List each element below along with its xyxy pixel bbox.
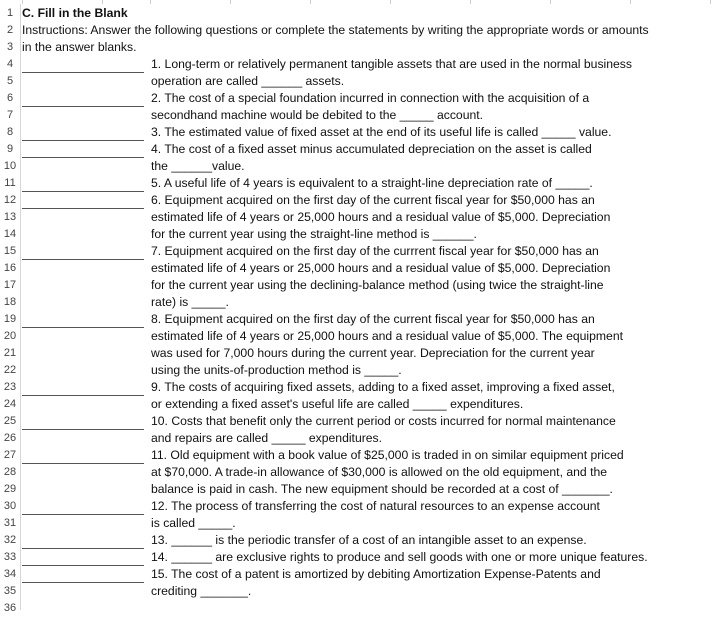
spreadsheet-row [0,345,720,362]
spreadsheet-row [0,107,720,124]
spreadsheet-row [0,277,720,294]
answer-blank-cell[interactable] [22,532,144,549]
spreadsheet-row [0,5,720,22]
cell-text[interactable]: 3. The estimated value of fixed asset at the end of its useful life is called _____ value. [151,125,612,139]
spreadsheet-row [0,226,720,243]
spreadsheet-row [0,243,720,260]
spreadsheet-row [0,56,720,73]
empty-cell[interactable] [22,515,144,532]
column-divider [630,0,631,4]
column-divider [390,0,391,4]
column-divider [230,0,231,4]
spreadsheet-row [0,311,720,328]
cell-text[interactable]: secondhand machine would be debited to the _____ account. [151,108,484,122]
row-number[interactable]: 33 [3,551,17,563]
answer-blank-cell[interactable] [22,311,144,328]
spreadsheet-row [0,379,720,396]
row-number[interactable]: 2 [6,24,14,36]
row-number[interactable]: 14 [3,228,17,240]
row-number[interactable]: 18 [3,296,17,308]
column-divider [550,0,551,4]
cell-text[interactable]: was used for 7,000 hours during the current year. Depreciation for the current year [151,346,595,360]
cell-text[interactable]: 15. The cost of a patent is amortized by debiting Amortization Expense-Patents and [151,567,601,581]
row-number[interactable]: 29 [3,483,17,495]
answer-blank-cell[interactable] [22,90,144,107]
empty-cell[interactable] [22,209,144,226]
empty-cell[interactable] [22,277,144,294]
answer-blank-cell[interactable] [22,243,144,260]
column-divider [470,0,471,4]
cell-text[interactable]: 12. The process of transferring the cost of natural resources to an expense account [151,499,600,513]
row-number[interactable]: 15 [3,245,17,257]
cell-text[interactable]: for the current year using the straight-line method is ______. [151,227,477,241]
row-number[interactable]: 26 [3,432,17,444]
row-number[interactable]: 7 [6,109,14,121]
column-divider [150,0,151,4]
row-number[interactable]: 22 [3,364,17,376]
answer-blank-cell[interactable] [22,175,144,192]
cell-text[interactable]: 4. The cost of a fixed asset minus accumulated depreciation on the asset is called [151,142,592,156]
empty-cell[interactable] [22,430,144,447]
empty-cell[interactable] [22,396,144,413]
answer-blank-cell[interactable] [22,447,144,464]
cell-text[interactable]: crediting _______. [151,584,252,598]
cell-text[interactable]: 13. ______ is the periodic transfer of a cost of an intangible asset to an expense. [151,533,587,547]
spreadsheet-row [0,532,720,549]
spreadsheet-row [0,566,720,583]
row-number[interactable]: 12 [3,194,17,206]
spreadsheet-row [0,447,720,464]
cell-text[interactable]: for the current year using the declining-balance method (using twice the straight-line [151,278,604,292]
row-number[interactable]: 5 [6,75,14,87]
spreadsheet-row [0,260,720,277]
answer-blank-cell[interactable] [22,549,144,566]
column-divider [710,0,711,4]
empty-cell[interactable] [22,600,144,617]
answer-blank-cell[interactable] [22,413,144,430]
spreadsheet-row [0,294,720,311]
row-number[interactable]: 34 [3,568,17,580]
spreadsheet-row [0,158,720,175]
spreadsheet-row [0,22,720,39]
cell-text[interactable]: estimated life of 4 years or 25,000 hours and a residual value of $5,000. The equipment [151,329,624,343]
empty-cell[interactable] [22,73,144,90]
spreadsheet-row [0,396,720,413]
row-number[interactable]: 28 [3,466,17,478]
cell-text[interactable]: the ______value. [151,159,245,173]
empty-cell[interactable] [22,328,144,345]
spreadsheet-row [0,481,720,498]
row-number[interactable]: 9 [6,143,14,155]
cell-text[interactable]: or extending a fixed asset's useful life are called _____ expenditures. [151,397,524,411]
row-number[interactable]: 19 [3,313,17,325]
cell-text[interactable]: 9. The costs of acquiring fixed assets, adding to a fixed asset, improving a fixed asset, [151,380,615,394]
row-number[interactable]: 35 [3,585,17,597]
cell-text[interactable]: estimated life of 4 years or 25,000 hours and a residual value of $5,000. Depreciation [151,210,611,224]
spreadsheet-row [0,141,720,158]
row-number[interactable]: 27 [3,449,17,461]
answer-blank-cell[interactable] [22,141,144,158]
cell-text[interactable]: balance is paid in cash. The new equipment should be recorded at a cost of _______. [151,482,613,496]
cell-text[interactable]: 5. A useful life of 4 years is equivalent to a straight-line depreciation rate of _____. [151,176,593,190]
row-number[interactable]: 23 [3,381,17,393]
spreadsheet-row [0,583,720,600]
spreadsheet-row [0,464,720,481]
spreadsheet-row [0,39,720,56]
cell-text[interactable]: using the units-of-production method is _____. [151,363,402,377]
spreadsheet-row [0,600,720,617]
spreadsheet-row [0,328,720,345]
spreadsheet-row [0,192,720,209]
cell-text[interactable]: rate) is _____. [151,295,229,309]
empty-cell[interactable] [22,464,144,481]
answer-blank-cell[interactable] [22,498,144,515]
row-number[interactable]: 16 [3,262,17,274]
answer-blank-cell[interactable] [22,124,144,141]
cell-text[interactable]: 6. Equipment acquired on the first day of the current fiscal year for $50,000 has an [151,193,595,207]
cell-text[interactable]: 10. Costs that benefit only the current period or costs incurred for normal maintenance [151,414,616,428]
empty-cell[interactable] [22,583,144,600]
cell-text[interactable]: estimated life of 4 years or 25,000 hours and a residual value of $5,000. Depreciation [151,261,611,275]
spreadsheet-row [0,175,720,192]
empty-cell[interactable] [22,362,144,379]
row-number[interactable]: 10 [3,160,17,172]
row-number[interactable]: 8 [6,126,14,138]
row-number[interactable]: 17 [3,279,17,291]
row-number[interactable]: 13 [3,211,17,223]
row-number[interactable]: 25 [3,415,17,427]
spreadsheet-row [0,124,720,141]
answer-blank-cell[interactable] [22,192,144,209]
cell-text[interactable]: Instructions: Answer the following questions or complete the statements by writing the appropriate words or amounts [22,23,649,37]
empty-cell[interactable] [22,107,144,124]
spreadsheet-row [0,413,720,430]
cell-text[interactable]: 8. Equipment acquired on the first day of the current fiscal year for $50,000 has an [151,312,595,326]
spreadsheet-row [0,362,720,379]
empty-cell[interactable] [22,345,144,362]
spreadsheet-row [0,209,720,226]
cell-text[interactable]: 11. Old equipment with a book value of $25,000 is traded in on similar equipment priced [151,448,624,462]
spreadsheet-row [0,73,720,90]
cell-text[interactable]: and repairs are called _____ expenditures. [151,431,383,445]
row-number[interactable]: 1 [6,7,14,19]
row-number[interactable]: 30 [3,500,17,512]
answer-blank-cell[interactable] [22,566,144,583]
cell-text[interactable]: at $70,000. A trade-in allowance of $30,000 is allowed on the old equipment, and the [151,465,608,479]
answer-blank-cell[interactable] [22,56,144,73]
cell-text[interactable]: 2. The cost of a special foundation incurred in connection with the acquisition of a [151,91,590,105]
answer-blank-cell[interactable] [22,379,144,396]
cell-text[interactable]: is called _____. [151,516,236,530]
column-divider [22,0,23,4]
row-number[interactable]: 32 [3,534,17,546]
column-divider [310,0,311,4]
row-number[interactable]: 3 [6,41,14,53]
row-number[interactable]: 11 [4,177,16,189]
empty-cell[interactable] [22,158,144,175]
empty-cell[interactable] [22,260,144,277]
spreadsheet-row [0,515,720,532]
row-number[interactable]: 24 [3,398,17,410]
cell-text[interactable]: C. Fill in the Blank [22,6,128,20]
row-number[interactable]: 31 [3,517,17,529]
cell-text[interactable]: operation are called ______ assets. [151,74,345,88]
row-number[interactable]: 6 [6,92,14,104]
spreadsheet-row [0,549,720,566]
spreadsheet-row [0,90,720,107]
row-number[interactable]: 20 [3,330,17,342]
column-header-strip [0,0,720,4]
spreadsheet-row [0,498,720,515]
empty-cell[interactable] [22,226,144,243]
cell-text[interactable]: 1. Long-term or relatively permanent tangible assets that are used in the normal business [151,57,632,71]
empty-cell[interactable] [22,294,144,311]
column-divider [102,0,103,4]
cell-text[interactable]: 7. Equipment acquired on the first day of the currrent fiscal year for $50,000 has an [151,244,599,258]
row-number[interactable]: 36 [3,602,17,614]
empty-cell[interactable] [22,481,144,498]
cell-text[interactable]: 14. ______ are exclusive rights to produce and sell goods with one or more unique features. [151,550,648,564]
cell-text[interactable]: in the answer blanks. [22,40,137,54]
row-number[interactable]: 4 [6,58,14,70]
spreadsheet-row [0,430,720,447]
row-number[interactable]: 21 [3,347,17,359]
